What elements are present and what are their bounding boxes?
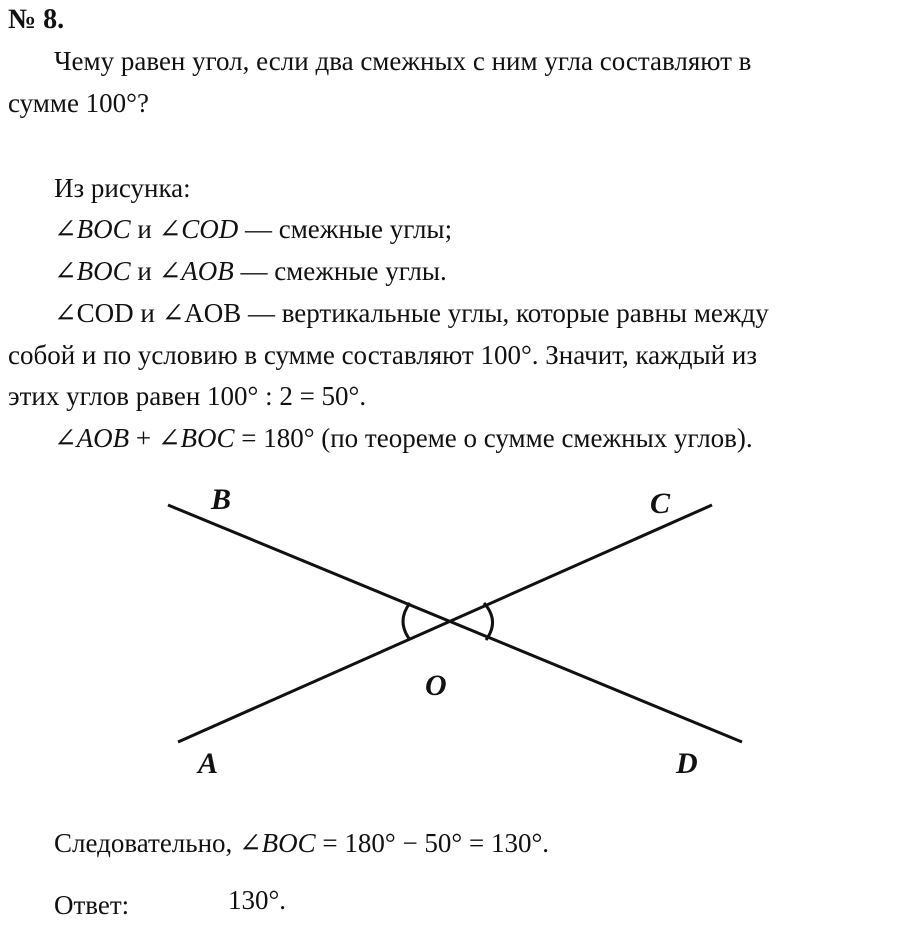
point-b-label: B (211, 483, 232, 516)
answer-label: Ответ: (54, 890, 130, 920)
angle-boc: ∠BOC (157, 423, 235, 453)
statement-3-line-1: ∠COD и ∠AOB — вертикальные углы, которые равны между (54, 298, 769, 328)
statement-1-rest: — смежные углы; (238, 214, 453, 244)
statement-2-rest: — смежные углы. (233, 256, 447, 286)
angle-aob: ∠AOB (158, 256, 234, 286)
conclusion-calc: = 180° − 50° = 130°. (315, 828, 549, 858)
angle-aob: ∠AOB (54, 423, 130, 453)
question-text-1: Чему равен угол, если два смежных с ним угла составляют в (54, 46, 752, 76)
conj: и (130, 214, 159, 244)
statement-4-rest: = 180° (по теореме о сумме смежных углов). (234, 423, 753, 453)
statement-3-line-3: этих углов равен 100° : 2 = 50°. (8, 381, 367, 411)
conj: и (130, 256, 159, 286)
line-bd (168, 505, 742, 742)
problem-number: № 8. (8, 4, 65, 35)
point-c-label: C (650, 487, 671, 520)
angle-cod: ∠COD (158, 214, 239, 244)
angle-boc: ∠BOC (239, 828, 316, 858)
conclusion (54, 830, 549, 857)
point-o-label: O (425, 669, 447, 702)
line-ac (178, 505, 712, 742)
question-line-2: сумме 100°? (8, 88, 149, 118)
from-figure-label: Из рисунка: (54, 173, 191, 203)
conclusion-lead: Следовательно, (54, 828, 240, 858)
arc-angle-aob (403, 603, 410, 640)
angle-boc: ∠BOC (54, 256, 131, 286)
statement-3-line-2: собой и по условию в сумме составляют 100°. Значит, каждый из (8, 340, 757, 370)
answer-value: 130°. (228, 885, 287, 915)
plus: + (129, 423, 158, 453)
point-d-label: D (676, 747, 698, 780)
angle-boc: ∠BOC (54, 214, 131, 244)
point-a-label: A (198, 747, 219, 780)
